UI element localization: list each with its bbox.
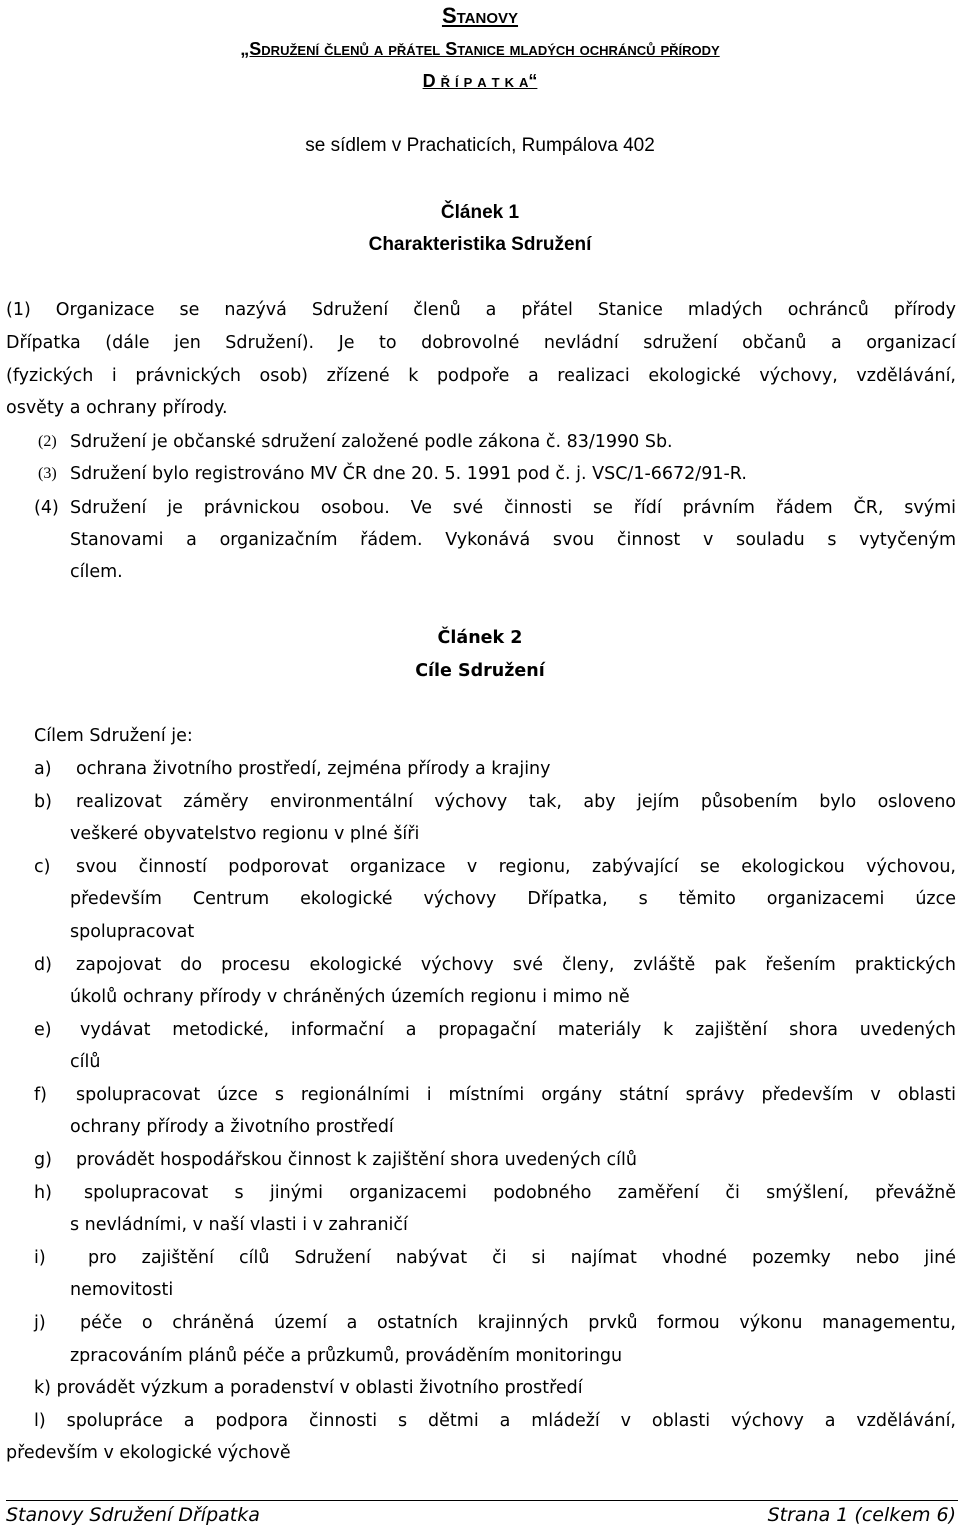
list-item-line: péče o chráněná území a ostatních krajinných prvků formou výkonu managementu, bbox=[80, 1313, 956, 1333]
paragraph-4-line: Sdružení je právnickou osobou. Ve své činnosti se řídí právním řádem ČR, svými bbox=[70, 498, 956, 518]
list-item-label: h) bbox=[34, 1183, 52, 1203]
list-item-line: cílů bbox=[70, 1052, 101, 1072]
list-item-line: především Centrum ekologické výchovy Dřípatka, s těmito organizacemi úzce bbox=[70, 889, 956, 909]
list-item-label: j) bbox=[34, 1313, 46, 1333]
list-item-line: ochrana životního prostředí, zejména přírody a krajiny bbox=[76, 759, 551, 779]
footer-divider bbox=[6, 1500, 958, 1501]
article-1-paragraph-1-line: Dřípatka (dále jen Sdružení). Je to dobrovolné nevládní sdružení občanů a organizací bbox=[6, 333, 956, 353]
list-item-line: vydávat metodické, informační a propagační materiály k zajištění shora uvedených bbox=[80, 1020, 956, 1040]
list-item-label: g) bbox=[34, 1150, 52, 1170]
article-2-number: Článek 2 bbox=[437, 628, 523, 648]
list-item-line: spolupracovat úzce s regionálními i místními orgány státní správy především v oblasti bbox=[76, 1085, 956, 1105]
footer-left: Stanovy Sdružení Dřípatka bbox=[6, 1504, 260, 1526]
article-1-title: Charakteristika Sdružení bbox=[368, 234, 592, 255]
seat-address: se sídlem v Prachaticích, Rumpálova 402 bbox=[305, 135, 655, 156]
article-2-intro: Cílem Sdružení je: bbox=[34, 726, 193, 746]
paragraph-3-number: (3) bbox=[38, 465, 57, 482]
list-item-line: svou činností podporovat organizace v regionu, zabývající se ekologickou výchovou, bbox=[76, 857, 956, 877]
list-item-label: a) bbox=[34, 759, 52, 779]
paragraph-4-number: (4) bbox=[34, 498, 59, 518]
list-item-label: b) bbox=[34, 792, 52, 812]
article-1-paragraph-1-line: osvěty a ochrany přírody. bbox=[6, 398, 228, 418]
list-item-line: spolupracovat bbox=[70, 922, 195, 942]
list-item-line: s nevládními, v naší vlasti i v zahraničí bbox=[70, 1215, 408, 1235]
list-item-label: c) bbox=[34, 857, 51, 877]
list-item-line: zpracováním plánů péče a průzkumů, prováděním monitoringu bbox=[70, 1346, 623, 1366]
list-item-line: ochrany přírody a životního prostředí bbox=[70, 1117, 394, 1137]
footer-page-number: Strana 1 (celkem 6) bbox=[767, 1504, 956, 1526]
list-item-line: zapojovat do procesu ekologické výchovy své členy, zvláště pak řešením praktických bbox=[76, 955, 956, 975]
article-1-paragraph-1-line: (fyzických i právnických osob) zřízené k podpoře a realizaci ekologické výchovy, vzdělávání, bbox=[6, 366, 956, 386]
paragraph-2-text: Sdružení je občanské sdružení založené podle zákona č. 83/1990 Sb. bbox=[70, 432, 673, 452]
paragraph-3-text: Sdružení bylo registrováno MV ČR dne 20. 5. 1991 pod č. j. VSC/1-6672/91-R. bbox=[70, 464, 747, 484]
list-item-line: pro zajištění cílů Sdružení nabývat či si najímat vhodné pozemky nebo jiné bbox=[88, 1248, 956, 1268]
list-item-line: úkolů ochrany přírody v chráněných územích regionu i mimo ně bbox=[70, 987, 630, 1007]
list-item-line: spolupracovat s jinými organizacemi podobného zaměření či smýšlení, převážně bbox=[84, 1183, 956, 1203]
article-2-title: Cíle Sdružení bbox=[415, 661, 545, 681]
article-1-number: Článek 1 bbox=[440, 202, 520, 223]
list-item-label: d) bbox=[34, 955, 52, 975]
list-item-line: nemovitosti bbox=[70, 1280, 174, 1300]
paragraph-2-number: (2) bbox=[38, 433, 57, 450]
list-item-line: provádět hospodářskou činnost k zajištění shora uvedených cílů bbox=[76, 1150, 637, 1170]
organization-name-line: „Sdružení členů a přátel Stanice mladých ochránců přírody bbox=[240, 39, 720, 59]
organization-name: D ř í p a t k a“ bbox=[422, 71, 538, 91]
document-title: Stanovy bbox=[441, 3, 519, 28]
list-item-label: i) bbox=[34, 1248, 46, 1268]
list-item-l-line: l) spolupráce a podpora činnosti s dětmi a mládeží v oblasti výchovy a vzdělávání, bbox=[34, 1411, 956, 1431]
article-1-paragraph-1-line: (1) Organizace se nazývá Sdružení členů a přátel Stanice mladých ochránců přírody bbox=[6, 300, 956, 320]
list-item-label: f) bbox=[34, 1085, 47, 1105]
list-item-k: k) provádět výzkum a poradenství v oblasti životního prostředí bbox=[34, 1378, 583, 1398]
paragraph-4-line: Stanovami a organizačním řádem. Vykonává svou činnost v souladu s vytyčeným bbox=[70, 530, 956, 550]
list-item-line: veškeré obyvatelstvo regionu v plné šíři bbox=[70, 824, 420, 844]
list-item-l-line: především v ekologické výchově bbox=[6, 1443, 291, 1463]
paragraph-4-line: cílem. bbox=[70, 562, 123, 582]
list-item-label: e) bbox=[34, 1020, 52, 1040]
list-item-line: realizovat záměry environmentální výchovy tak, aby jejím působením bylo osloveno bbox=[76, 792, 956, 812]
